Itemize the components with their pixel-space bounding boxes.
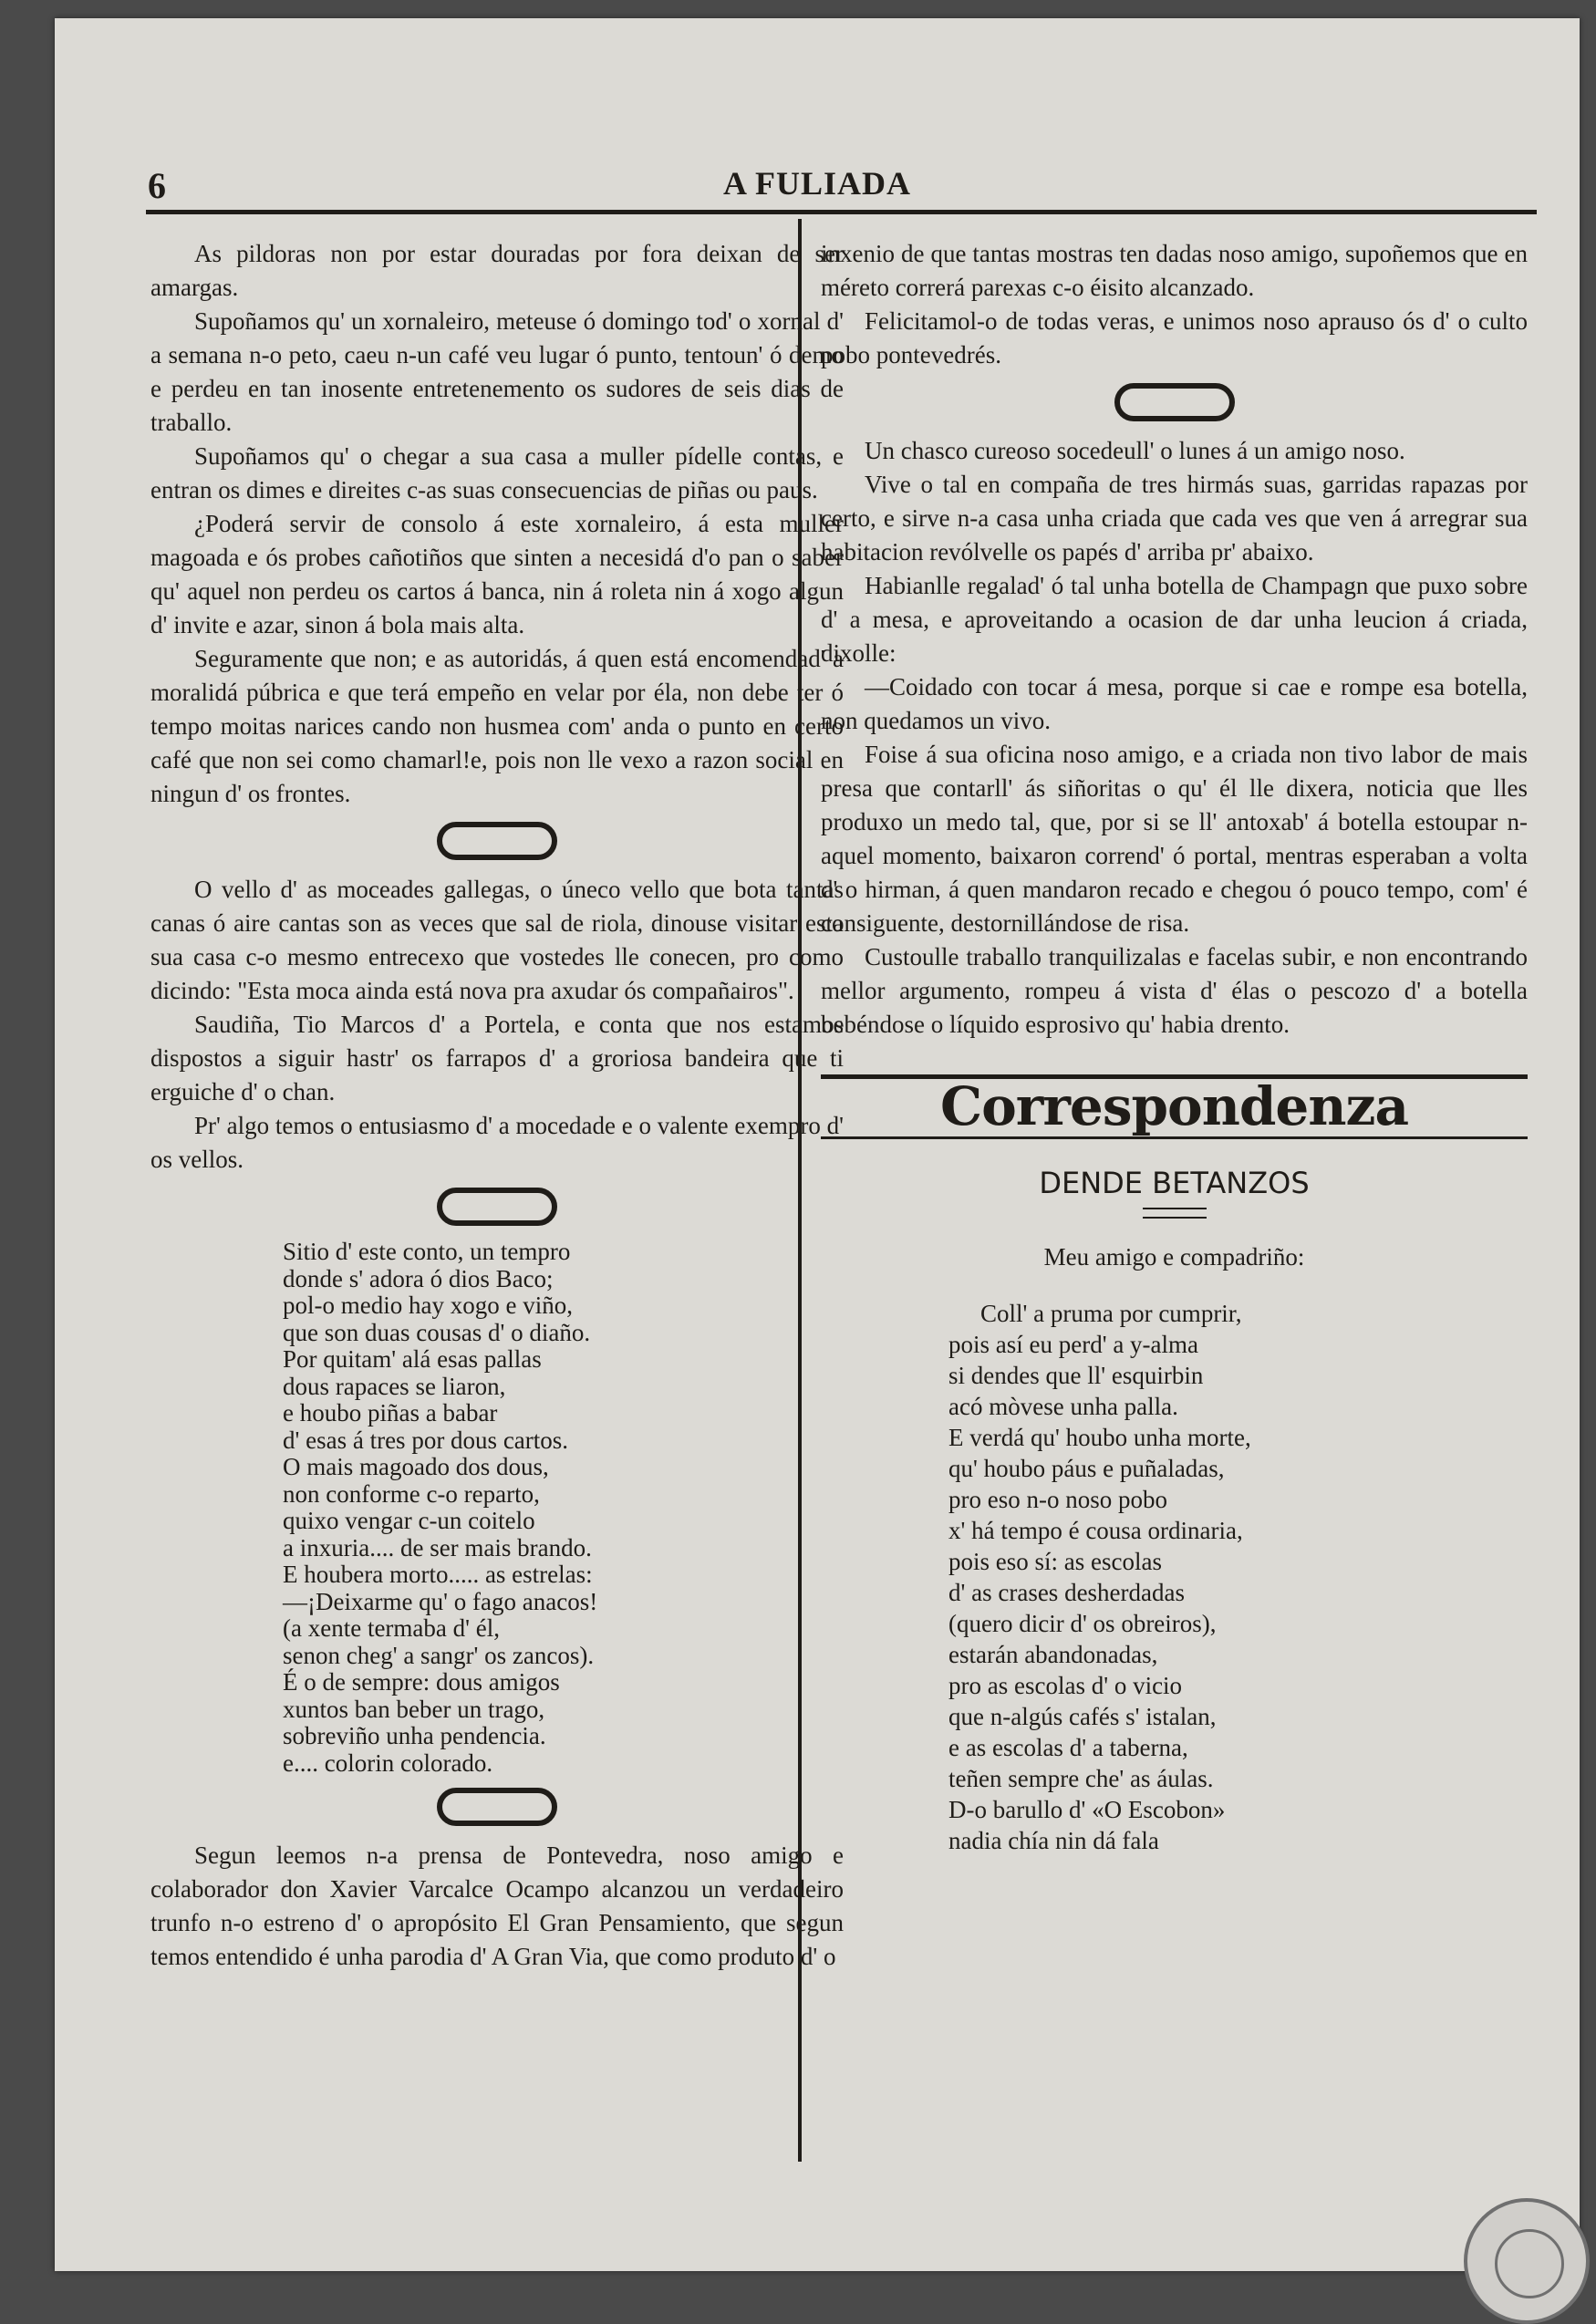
- section-title: Correspondenza: [821, 1074, 1528, 1139]
- verse-line: e houbo piñas a babar: [283, 1399, 498, 1427]
- poem-line: d' as crases desherdadas: [948, 1579, 1186, 1606]
- section-separator: [821, 372, 1528, 434]
- section-subtitle: DENDE BETANZOS: [1039, 1166, 1310, 1200]
- paragraph: Vive o tal en compaña de tres hirmás suas, garridas rapazas por certo, e sirve n-a casa unha criada que cada ves que ven á arregrar sua habitacion revólvelle os papés d' arriba pr' abaixo.: [821, 471, 1528, 565]
- paragraph: —Coidado con tocar á mesa, porque si cae e rompe esa botella, non quedamos un vivo.: [821, 673, 1528, 734]
- stamp-sun-icon: [1495, 2229, 1564, 2298]
- paragraph: Supoñamos qu' un xornaleiro, meteuse ó domingo tod' o xornal d' a semana n-o peto, caeu n-un café veu lugar ó punto, tentoun' ó demo e perdeu en tan inosente entretenemento os sudores de seis dias de traballo.: [150, 307, 844, 436]
- paragraph: O vello d' as moceades gallegas, o úneco vello que bota tantas canas ó aire cantas son as veces que sal de riola, dinouse visitar esta sua casa c-o mesmo entrecexo que vostedes lle conecen, pro como dicindo: "Esta moca ainda está nova pra axudar ós compañairos".: [150, 876, 844, 1004]
- poem-line: si dendes que ll' esquirbin: [948, 1362, 1204, 1389]
- poem-line: acó mòvese unha palla.: [948, 1393, 1178, 1420]
- poem-line: E verdá qu' houbo unha morte,: [948, 1424, 1251, 1451]
- verse-line: —¡Deixarme qu' o fago anacos!: [283, 1587, 598, 1615]
- poem-line: (quero dicir d' os obreiros),: [948, 1610, 1217, 1637]
- poem-line: estarán abandonadas,: [948, 1641, 1158, 1668]
- verse-line: Sitio d' este conto, un tempro: [283, 1238, 571, 1265]
- verse-line: (a xente termaba d' él,: [283, 1614, 500, 1642]
- poem-block: [948, 1298, 1528, 1856]
- library-stamp-icon: [1464, 2198, 1590, 2324]
- verse-line: d' esas á tres por dous cartos.: [283, 1426, 569, 1454]
- paragraph: Seguramente que non; e as autoridás, á quen está encomendad' a moralidá púbrica e que terá empeño en velar por éla, non debe ter ó tempo moitas narices cando non husmea com' anda o punto en certo café que non sei como chamarl!e, pois non lle vexo a razon social en ningun d' os frontes.: [150, 645, 844, 807]
- verse-block: [283, 1239, 844, 1777]
- poem-line: x' há tempo é cousa ordinaria,: [948, 1517, 1243, 1544]
- verse-line: xuntos ban beber un trago,: [283, 1695, 545, 1723]
- journal-title: A FULIADA: [722, 165, 911, 202]
- paragraph: Foise á sua oficina noso amigo, e a criada non tivo labor de mais presa que contarll' ás siñoritas o qu' él lle dixera, noticia que lles produxo un medo tal, que, por si se ll' antoxab' á botella estoupar n-aquel momento, baixaron corrend' ó portal, mentras esperaban a volta d' o hirman, á quen mandaron recado e chegou ó pouco tempo, com' é consiguente, destornillándose de risa.: [821, 741, 1528, 937]
- newspaper-page: [55, 18, 1580, 2271]
- left-column: [150, 237, 844, 1974]
- paragraph: Custoulle traballo tranquilizalas e facelas subir, e non encontrando mellor argumento, rompeu á vista d' élas o pescozo d' a botella bebéndose o líquido esprosivo qu' habia drento.: [821, 943, 1528, 1038]
- oval-ornament-icon: [1114, 383, 1235, 421]
- poem-line: pro as escolas d' o vicio: [948, 1672, 1183, 1699]
- verse-line: E houbera morto..... as estrelas:: [283, 1561, 593, 1588]
- paragraph: Felicitamol-o de todas veras, e unimos noso aprauso ós d' o culto pobo pontevedrés.: [821, 307, 1528, 368]
- poem-line: D-o barullo d' «O Escobon»: [948, 1796, 1226, 1823]
- poem-line: Coll' a pruma por cumprir,: [980, 1300, 1242, 1327]
- paragraph: Supoñamos qu' o chegar a sua casa a muller pídelle contas, e entran os dimes e direites c-as suas consecuencias de piñas ou paus.: [150, 442, 844, 503]
- paragraph: Segun leemos n-a prensa de Pontevedra, noso amigo e colaborador don Xavier Varcalce Ocampo alcanzou un verdadeiro trunfo n-o estreno d' o apropósito El Gran Pensamiento, que segun temos entendido é unha parodia d' A Gran Via, que como produto d' o: [150, 1842, 844, 1970]
- verse-line: Por quitam' alá esas pallas: [283, 1345, 542, 1373]
- verse-line: que son duas cousas d' o diaño.: [283, 1318, 591, 1346]
- poem-line: que n-algús cafés s' istalan,: [948, 1703, 1217, 1730]
- double-rule: [1143, 1208, 1207, 1219]
- verse-line: e.... colorin colorado.: [283, 1748, 493, 1777]
- verse-line: pol-o medio hay xogo e viño,: [283, 1292, 573, 1319]
- poem-line: e as escolas d' a taberna,: [948, 1734, 1188, 1761]
- verse-line: É o de sempre: dous amigos: [283, 1668, 560, 1696]
- oval-ornament-icon: [437, 1188, 557, 1226]
- verse-line: a inxuria.... de ser mais brando.: [283, 1533, 592, 1561]
- paragraph: inxenio de que tantas mostras ten dadas noso amigo, supoñemos que en méreto correrá parexas c-o éisito alcanzado.: [821, 240, 1528, 301]
- verse-line: quixo vengar c-un coitelo: [283, 1507, 535, 1534]
- paragraph: ¿Poderá servir de consolo á este xornaleiro, á esta muller magoada e ós probes cañotiños que sinten a necesidá d'o pan o saber qu' aquel non perdeu os cartos á banca, nin á roleta nin á xogo algun d' invite e azar, sinon á bola mais alta.: [150, 510, 844, 638]
- verse-line: dous rapaces se liaron,: [283, 1372, 506, 1400]
- oval-ornament-icon: [437, 822, 557, 860]
- paragraph: As pildoras non por estar douradas por fora deixan de ser amargas.: [150, 240, 844, 301]
- verse-line: O mais magoado dos dous,: [283, 1453, 549, 1480]
- header-rule: [146, 210, 1537, 214]
- verse-line: sobreviño unha pendencia.: [283, 1722, 546, 1749]
- section-separator: [150, 1177, 844, 1239]
- poem-line: pois así eu perd' a y-alma: [948, 1331, 1199, 1358]
- section-separator: [150, 1777, 844, 1839]
- verse-line: non conforme c-o reparto,: [283, 1479, 540, 1508]
- poem-line: pro eso n-o noso pobo: [948, 1486, 1167, 1513]
- poem-line: teñen sempre che' as áulas.: [948, 1765, 1214, 1792]
- poem-line: nadia chía nin dá fala: [948, 1827, 1159, 1854]
- paragraph: Pr' algo temos o entusiasmo d' a mocedade e o valente exempro d' os vellos.: [150, 1112, 844, 1173]
- page-number: 6: [148, 165, 166, 206]
- oval-ornament-icon: [437, 1788, 557, 1826]
- poem-line: qu' houbo páus e puñaladas,: [948, 1455, 1225, 1482]
- poem-line: pois eso sí: as escolas: [948, 1548, 1162, 1575]
- paragraph: Habianlle regalad' ó tal unha botella de Champagn que puxo sobre d' a mesa, e aproveitando a ocasion de dar unha leucion á criada, dixolle:: [821, 572, 1528, 667]
- salutation: Meu amigo e compadriño:: [1043, 1243, 1305, 1271]
- section-separator: [150, 811, 844, 873]
- right-column: [821, 237, 1528, 1856]
- paragraph: Saudiña, Tio Marcos d' a Portela, e conta que nos estamos dispostos a siguir hastr' os farrapos d' a groriosa bandeira que ti erguiche d' o chan.: [150, 1011, 844, 1105]
- paragraph: Un chasco cureoso socedeull' o lunes á un amigo noso.: [865, 437, 1405, 464]
- verse-line: donde s' adora ó dios Baco;: [283, 1264, 554, 1292]
- verse-line: senon cheg' a sangr' os zancos).: [283, 1641, 595, 1669]
